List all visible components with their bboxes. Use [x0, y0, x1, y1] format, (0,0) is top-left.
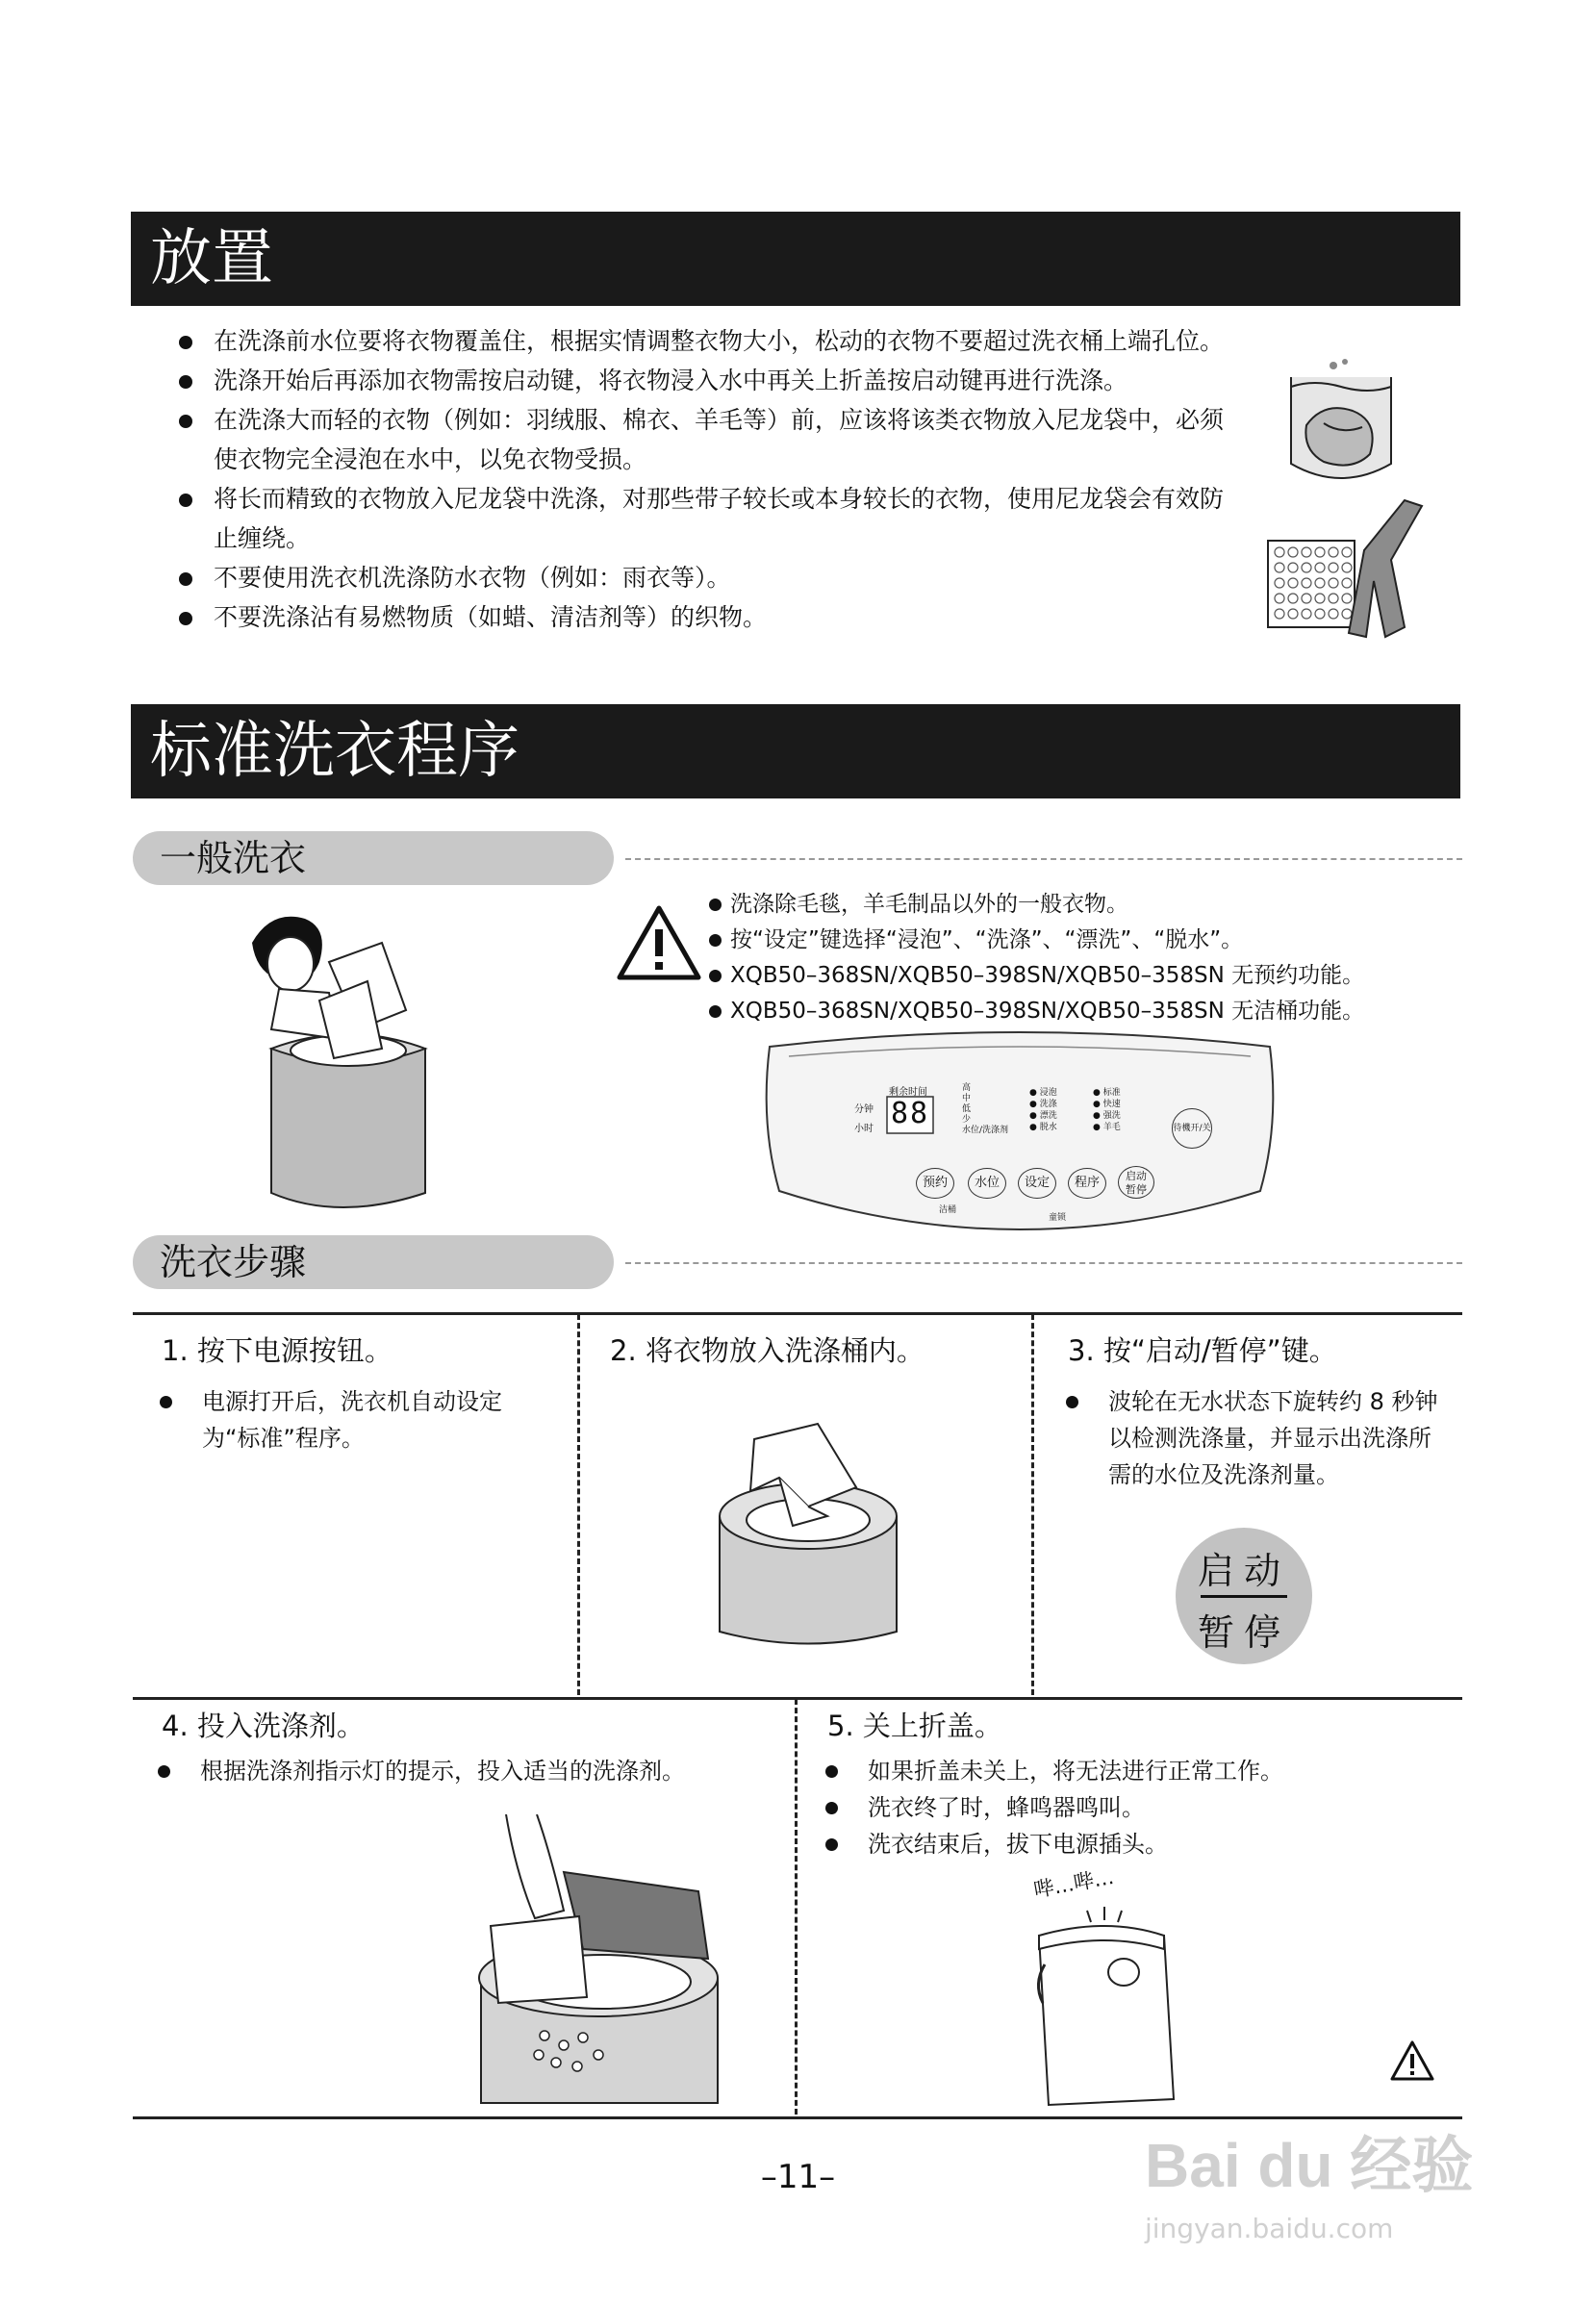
- divider: [625, 858, 1462, 860]
- step1-title: 1. 按下电源按钮。: [162, 1334, 393, 1367]
- program-label: ● 羊毛: [1093, 1123, 1121, 1132]
- panel-process-labels: [1029, 1087, 1057, 1133]
- reserve-button[interactable]: 预约: [916, 1168, 954, 1199]
- list-item: 不要使用洗衣机洗涤防水衣物（例如：雨衣等）。: [179, 558, 1228, 597]
- steps-middle-rule: [133, 1697, 1462, 1700]
- list-item: XQB50–368SN/XQB50–398SN/XQB50–358SN 无洁桶功能。: [709, 994, 1364, 1029]
- step5-bullets: [825, 1753, 1441, 1862]
- program-label: ● 标准: [1093, 1088, 1121, 1098]
- list-item: 将长而精致的衣物放入尼龙袋中洗涤，对那些带子较长或本身较长的衣物，使用尼龙袋会有效防止缠绕。: [179, 479, 1228, 558]
- divider: [577, 1314, 580, 1695]
- step4-title: 4. 投入洗涤剂。: [162, 1710, 365, 1742]
- level-label: 低: [962, 1104, 972, 1114]
- section-title-placement: 放置: [131, 212, 1460, 306]
- woman-laundry-illustration: [214, 904, 452, 1222]
- divider: [795, 1699, 798, 2115]
- panel-display: 88: [891, 1097, 930, 1130]
- list-item: 洗衣结束后，拔下电源插头。: [825, 1826, 1441, 1862]
- program-label: ● 强洗: [1093, 1111, 1121, 1121]
- step1-bullets: [160, 1383, 554, 1456]
- watermark-url: jingyan.baidu.com: [1145, 2213, 1394, 2244]
- list-item: 如果折盖未关上，将无法进行正常工作。: [825, 1753, 1441, 1789]
- nylon-bag-illustration: [1260, 493, 1433, 646]
- steps-top-rule: [133, 1312, 1462, 1315]
- pause-label: 暂停: [1197, 1611, 1290, 1654]
- warning-icon: [616, 904, 702, 981]
- panel-label-hours: 小时: [854, 1124, 874, 1134]
- list-item: 按“设定”键选择“浸泡”、“洗涤”、“漂洗”、“脱水”。: [709, 923, 1364, 958]
- tub-clothes-illustration: [1285, 358, 1397, 489]
- panel-label-child-lock: 童锁: [1049, 1213, 1067, 1223]
- add-detergent-illustration: [477, 1814, 723, 2109]
- program-label: ● 快速: [1093, 1100, 1121, 1109]
- list-item: 不要洗涤沾有易燃物质（如蜡、清洁剂等）的织物。: [179, 597, 1228, 637]
- page-number: –11–: [760, 2158, 836, 2196]
- list-item: XQB50–368SN/XQB50–398SN/XQB50–358SN 无预约功能。: [709, 958, 1364, 994]
- water-level-button[interactable]: 水位: [968, 1168, 1006, 1199]
- placement-bullet-list: [179, 321, 1228, 637]
- watermark-brand: Bai du 经验: [1145, 2131, 1474, 2200]
- list-item: 洗衣终了时，蜂鸣器鸣叫。: [825, 1789, 1441, 1826]
- panel-program-labels: [1093, 1087, 1121, 1133]
- start-pause-panel-button[interactable]: 启动 暂停: [1118, 1166, 1154, 1199]
- list-item: 在洗涤前水位要将衣物覆盖住，根据实情调整衣物大小，松动的衣物不要超过洗衣桶上端孔位。: [179, 321, 1228, 361]
- panel-label-clean-tub: 洁桶: [939, 1205, 957, 1215]
- panel-level-labels: [962, 1083, 1008, 1136]
- start-pause-button[interactable]: [1176, 1528, 1312, 1664]
- level-label: 高: [962, 1083, 972, 1093]
- program-button[interactable]: 程序: [1068, 1168, 1106, 1199]
- divider: [1031, 1314, 1034, 1695]
- list-item: 根据洗涤剂指示灯的提示，投入适当的洗涤剂。: [158, 1753, 773, 1789]
- level-label: 水位/洗涤剂: [962, 1126, 1009, 1135]
- process-label: ● 浸泡: [1029, 1088, 1057, 1098]
- start-label: 启动: [1197, 1550, 1290, 1592]
- subsection-general-wash: 一般洗衣: [133, 831, 614, 885]
- list-item: 电源打开后，洗衣机自动设定为“标准”程序。: [160, 1383, 554, 1456]
- level-label: 中: [962, 1094, 972, 1103]
- process-label: ● 洗涤: [1029, 1100, 1057, 1109]
- panel-display-header: 剩余时间: [889, 1087, 927, 1098]
- section-title-standard-program: 标准洗衣程序: [131, 704, 1460, 798]
- divider: [625, 1262, 1462, 1264]
- warning-icon: [1389, 2039, 1435, 2082]
- step3-bullets: [1066, 1383, 1447, 1493]
- list-item: 在洗涤大而轻的衣物（例如：羽绒服、棉衣、羊毛等）前，应该将该类衣物放入尼龙袋中，必须使衣物完全浸泡在水中，以免衣物受损。: [179, 400, 1228, 479]
- control-panel: [760, 1027, 1279, 1258]
- setting-button[interactable]: 设定: [1018, 1168, 1056, 1199]
- subsection-wash-steps: 洗衣步骤: [133, 1235, 614, 1289]
- divider: [1201, 1595, 1287, 1598]
- beep-text: 哔…哔…: [1031, 1864, 1116, 1903]
- step4-bullets: [158, 1753, 773, 1789]
- general-wash-notes: [709, 887, 1364, 1029]
- washer-closed-lid-illustration: [1029, 1907, 1183, 2109]
- washer-load-clothes-illustration: [712, 1420, 904, 1651]
- list-item: 洗涤开始后再添加衣物需按启动键，将衣物浸入水中再关上折盖按启动键再进行洗涤。: [179, 361, 1228, 400]
- panel-label-minutes: 分钟: [854, 1104, 874, 1115]
- process-label: ● 脱水: [1029, 1123, 1057, 1132]
- list-item: 洗涤除毛毯，羊毛制品以外的一般衣物。: [709, 887, 1364, 923]
- step5-title: 5. 关上折盖。: [827, 1710, 1002, 1742]
- process-label: ● 漂洗: [1029, 1111, 1057, 1121]
- list-item: 波轮在无水状态下旋转约 8 秒钟以检测洗涤量，并显示出洗涤所需的水位及洗涤剂量。: [1066, 1383, 1447, 1493]
- step3-title: 3. 按“启动/暂停”键。: [1068, 1334, 1337, 1367]
- step2-title: 2. 将衣物放入洗涤桶内。: [610, 1334, 925, 1367]
- power-button[interactable]: 待機开/关: [1172, 1108, 1212, 1149]
- level-label: 少: [962, 1115, 972, 1125]
